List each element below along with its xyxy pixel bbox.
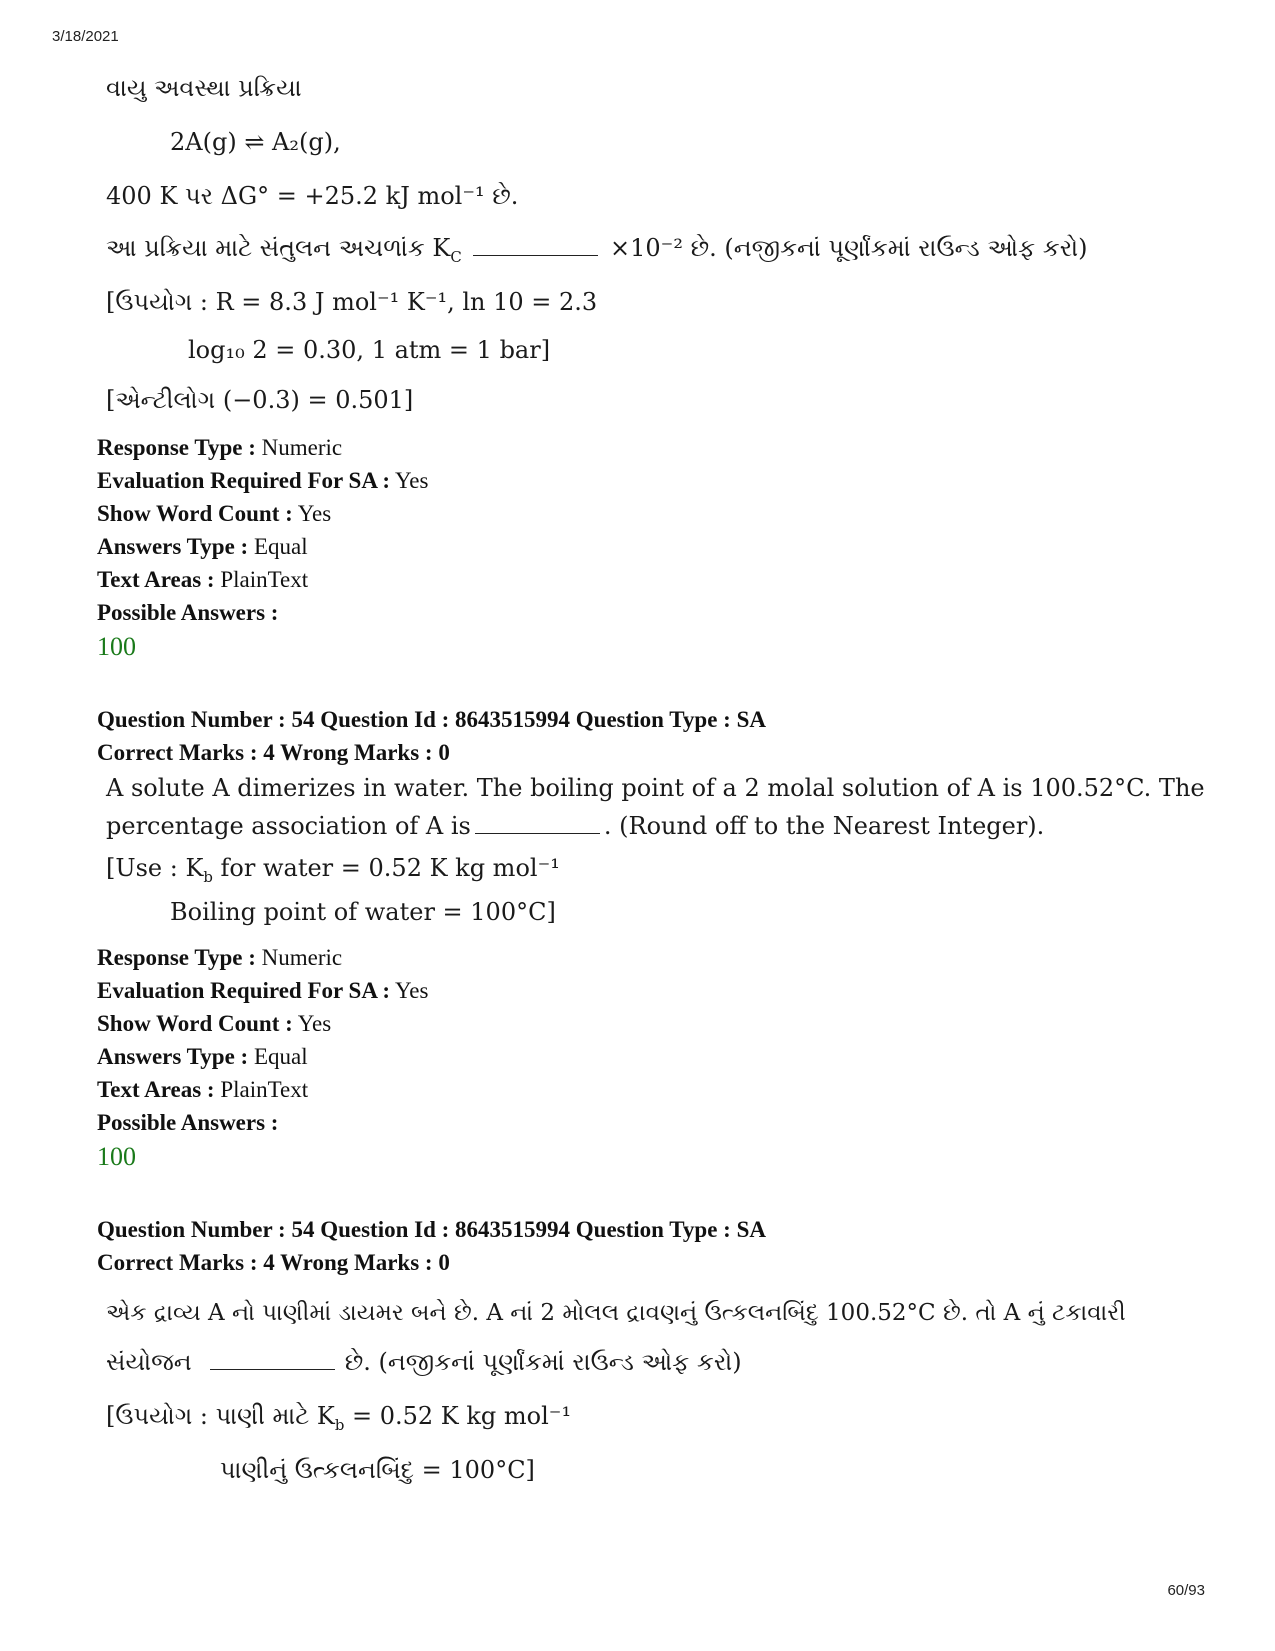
q54-gu-kb-subscript: b [334,1415,345,1434]
q54-en-line-3b: for water = 0.52 K kg mol⁻¹ [212,854,560,882]
marks-header: Correct Marks : 4 Wrong Marks : 0 [97,740,450,765]
page-number: 60/93 [1167,1582,1205,1599]
response-meta-2 [97,941,1177,1175]
q53-kc-subscript: C [450,247,462,266]
q54-gu-line-2 [106,1350,742,1374]
response-meta-1 [97,431,1177,665]
q53-line-1: વાયુ અવસ્થા પ્રક્રિયા [106,74,302,102]
q54-gu-line-3b: = 0.52 K kg mol⁻¹ [344,1402,572,1430]
q53-line-6: log₁₀ 2 = 0.30, 1 atm = 1 bar] [188,336,551,364]
question-54-gujarati [97,1213,1177,1279]
q54-gu-line-3 [106,1404,571,1433]
q53-line-7: [એન્ટીલોગ (−0.3) = 0.501] [106,386,414,414]
q53-line-4b: ×10⁻² છે. (નજીકનાં પૂર્ણાંકમાં રાઉન્ડ ઓફ કરો) [610,234,1088,262]
question-header: Question Number : 54 Question Id : 8643515994 Question Type : SA [97,1217,766,1242]
q54-gu-line-3a: [ઉપયોગ : પાણી માટે K [106,1402,335,1430]
answer-blank [475,832,600,834]
answer-blank [210,1368,335,1370]
q54-en-line-3a: [Use : K [106,854,204,882]
marks-header: Correct Marks : 4 Wrong Marks : 0 [97,1250,450,1275]
possible-answer-value: 100 [97,632,136,661]
evaluation-row: Evaluation Required For SA : Yes [97,468,429,493]
q54-gu-line-4: પાણીનું ઉત્કલનબિંદુ = 100°C] [220,1456,535,1484]
question-header: Question Number : 54 Question Id : 8643515994 Question Type : SA [97,707,766,732]
word-count-row: Show Word Count : Yes [97,501,332,526]
possible-answers-label: Possible Answers : [97,600,279,625]
q54-gu-line-2b: છે. (નજીકનાં પૂર્ણાંકમાં રાઉન્ડ ઓફ કરો) [344,1348,742,1376]
q53-line-5: [ઉપયોગ : R = 8.3 J mol⁻¹ K⁻¹, ln 10 = 2.3 [106,288,598,316]
q53-line-4 [106,236,1087,265]
q54-en-line-2 [106,814,1044,838]
q53-line-3: 400 K પર ΔG° = +25.2 kJ mol⁻¹ છે. [106,182,519,210]
q53-equation: 2A(g) ⇌ A₂(g), [170,128,341,156]
answer-blank [473,254,598,256]
q54-en-line-2a: percentage association of A is [106,812,471,840]
q54-en-line-4: Boiling point of water = 100°C] [170,898,556,926]
response-type-row: Response Type : Numeric [97,435,343,460]
possible-answer-value: 100 [97,1142,136,1171]
question-54-english [97,703,1177,769]
q54-en-line-3 [106,856,560,885]
possible-answers-label: Possible Answers : [97,1110,279,1135]
q54-en-line-1: A solute A dimerizes in water. The boiling point of a 2 molal solution of A is 100.52°C. The [106,774,1205,802]
response-type-row: Response Type : Numeric [97,945,343,970]
text-areas-row: Text Areas : PlainText [97,567,309,592]
word-count-row: Show Word Count : Yes [97,1011,332,1036]
q54-gu-line-2a: સંયોજન [106,1348,192,1376]
evaluation-row: Evaluation Required For SA : Yes [97,978,429,1003]
q54-en-kb-subscript: b [203,867,213,886]
answers-type-row: Answers Type : Equal [97,1044,308,1069]
answers-type-row: Answers Type : Equal [97,534,308,559]
q53-line-4a: આ પ્રક્રિયા માટે સંતુલન અચળાંક K [106,234,451,262]
question-53-image [100,0,1180,430]
print-date: 3/18/2021 [52,28,119,45]
q54-en-line-2b: . (Round off to the Nearest Integer). [603,812,1045,840]
q54-gu-line-1: એક દ્રાવ્ય A નો પાણીમાં ડાયમર બને છે. A નાં 2 મોલલ દ્રાવણનું ઉત્કલનબિંદુ 100.52°C છે. તો A નું ટકાવારી [106,1300,1126,1326]
text-areas-row: Text Areas : PlainText [97,1077,309,1102]
